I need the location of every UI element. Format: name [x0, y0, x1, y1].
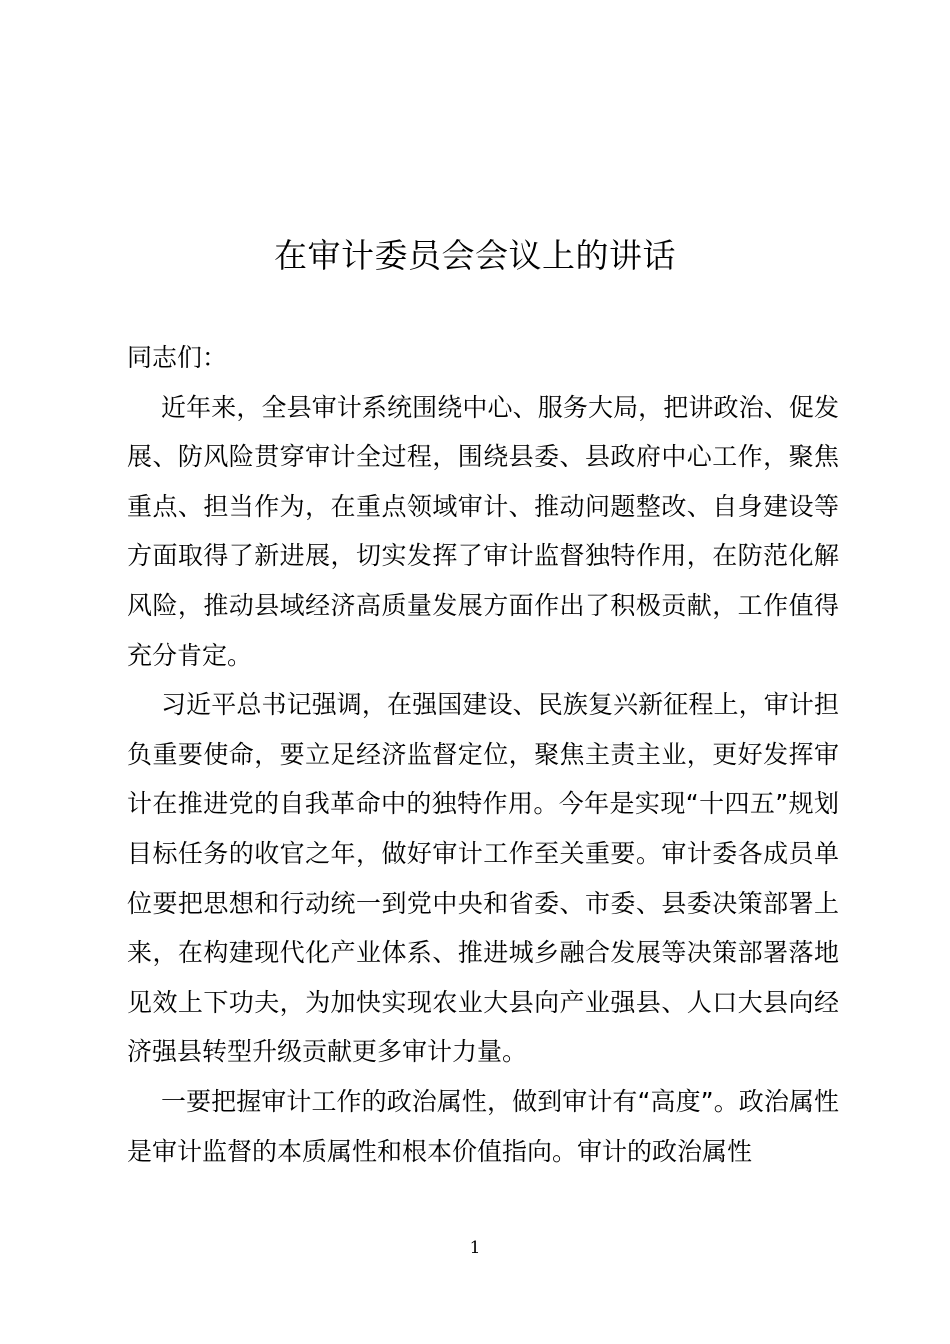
- paragraph-1: 近年来，全县审计系统围绕中心、服务大局，把讲政治、促发展、防风险贯穿审计全过程，围绕县委、县政府中心工作，聚焦重点、担当作为，在重点领域审计、推动问题整改、自身建设等方面取得了新进展，切实发挥了审计监督独特作用，在防范化解风险，推动县域经济高质量发展方面作出了积极贡献，工作值得充分肯定。: [127, 392, 839, 670]
- salutation: 同志们：: [127, 343, 228, 372]
- document-body: [127, 333, 839, 1176]
- paragraph-3: 一要把握审计工作的政治属性，做到审计有“高度”。政治属性是审计监督的本质属性和根本价值指向。审计的政治属性: [127, 1086, 839, 1166]
- page-number: 1: [469, 1238, 481, 1258]
- paragraph-2: 习近平总书记强调，在强国建设、民族复兴新征程上，审计担负重要使命，要立足经济监督定位，聚焦主责主业，更好发挥审计在推进党的自我革命中的独特作用。今年是实现“十四五”规划目标任务的收官之年，做好审计工作至关重要。审计委各成员单位要把思想和行动统一到党中央和省委、市委、县委决策部署上来，在构建现代化产业体系、推进城乡融合发展等决策部署落地见效上下功夫，为加快实现农业大县向产业强县、人口大县向经济强县转型升级贡献更多审计力量。: [127, 690, 839, 1067]
- document-title: 在审计委员会会议上的讲话: [274, 236, 676, 275]
